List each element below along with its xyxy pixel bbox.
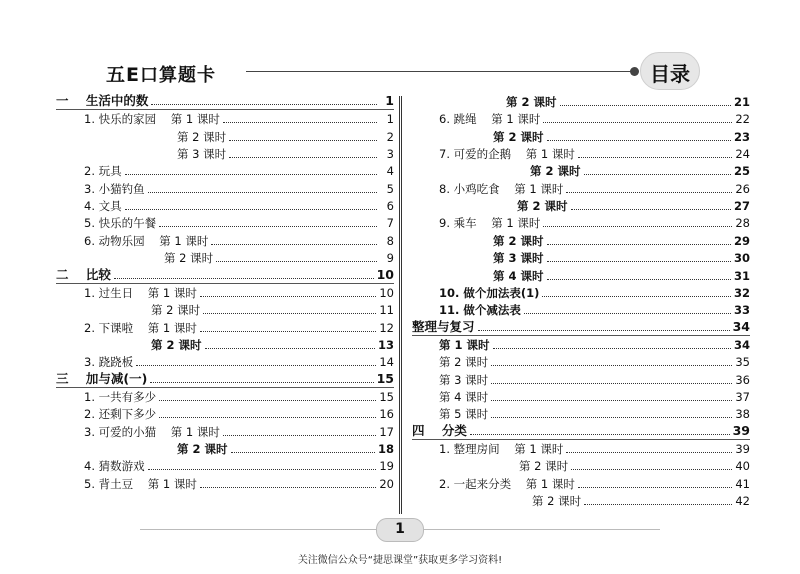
- toc-entry-label: 4. 猜数游戏: [84, 459, 145, 474]
- toc-entry-row: [412, 457, 750, 474]
- toc-title: 目录: [650, 62, 690, 86]
- dot-leader: [200, 487, 376, 488]
- toc-page-number: 25: [733, 164, 750, 179]
- toc-entry-label: 第 2 课时: [530, 164, 581, 179]
- toc-entry-label: 二 比较: [56, 266, 111, 282]
- toc-page-number: 10: [379, 285, 394, 300]
- dot-leader: [547, 244, 731, 245]
- dot-leader: [542, 296, 731, 297]
- toc-page-number: 31: [733, 268, 750, 283]
- toc-page-number: 21: [733, 95, 750, 109]
- toc-entry-row: [412, 93, 750, 110]
- toc-entry-row: [412, 110, 750, 127]
- toc-entry-label: 第 2 课时: [517, 199, 568, 214]
- toc-entry-label: 8. 小鸡吃食 第 1 课时: [439, 181, 564, 196]
- dot-leader: [566, 192, 732, 193]
- toc-page-number: 29: [733, 233, 750, 248]
- toc-entry-row: [412, 284, 750, 301]
- dot-leader: [584, 504, 732, 505]
- footer-note: 关注微信公众号“捷思课堂”获取更多学习资料!: [297, 555, 503, 566]
- toc-entry-label: 第 2 课时: [151, 303, 201, 318]
- toc-entry-row: [56, 336, 394, 353]
- dot-leader: [547, 140, 731, 141]
- dot-leader: [543, 122, 732, 123]
- dot-leader: [571, 469, 732, 470]
- toc-unit-row: [56, 371, 394, 388]
- toc-entry-row: [56, 145, 394, 162]
- toc-entry-label: 整理与复习: [412, 318, 475, 334]
- toc-entry-row: [56, 128, 394, 145]
- toc-entry-label: 第 4 课时: [439, 389, 489, 404]
- dot-leader: [114, 278, 374, 279]
- toc-entry-label: 7. 可爱的企鹅 第 1 课时: [439, 147, 575, 162]
- toc-entry-label: 第 2 课时: [177, 442, 228, 456]
- toc-entry-label: 三 加与减(一): [56, 370, 148, 386]
- dot-leader: [125, 174, 377, 175]
- dot-leader: [524, 313, 731, 314]
- toc-entry-row: [56, 301, 394, 318]
- toc-entry-label: 第 5 课时: [439, 407, 489, 422]
- toc-entry-label: 第 2 课时: [519, 459, 569, 474]
- toc-entry-label: 1. 快乐的家园 第 1 课时: [84, 112, 220, 127]
- dot-leader: [159, 226, 377, 227]
- toc-entry-row: [56, 162, 394, 179]
- toc-page-number: 42: [735, 494, 750, 509]
- toc-page-number: 7: [386, 216, 394, 231]
- toc-page-number: 33: [733, 303, 750, 318]
- toc-entry-row: [412, 197, 750, 214]
- toc-entry-label: 第 2 课时: [151, 337, 202, 352]
- toc-page-number: 22: [735, 112, 750, 127]
- toc-entry-row: [412, 440, 750, 457]
- toc-entry-row: [56, 319, 394, 336]
- toc-page-number: 12: [379, 320, 394, 335]
- toc-entry-label: 第 3 课时: [493, 251, 544, 266]
- toc-entry-label: 第 3 课时: [177, 147, 227, 162]
- page-number: 1: [395, 521, 405, 537]
- toc-page-number: 38: [735, 407, 750, 422]
- toc-entry-label: 第 2 课时: [164, 251, 214, 266]
- dot-leader: [584, 174, 731, 175]
- toc-entry-row: [412, 336, 750, 353]
- toc-page-number: 34: [732, 318, 750, 334]
- toc-entry-row: [412, 405, 750, 422]
- toc-entry-row: [56, 180, 394, 197]
- dot-leader: [571, 209, 731, 210]
- toc-page-number: 30: [733, 251, 750, 266]
- toc-page-number: 26: [735, 181, 750, 196]
- toc-entry-label: 第 1 课时: [439, 337, 490, 352]
- dot-leader: [203, 313, 376, 314]
- toc-page-number: 1: [386, 112, 394, 127]
- toc-entry-row: [412, 353, 750, 370]
- toc-entry-row: [56, 457, 394, 474]
- dot-leader: [578, 487, 732, 488]
- dot-leader: [216, 261, 377, 262]
- toc-entry-label: 第 2 课时: [493, 233, 544, 248]
- dot-leader: [491, 417, 732, 418]
- toc-unit-row: [56, 93, 394, 110]
- toc-page-number: 5: [386, 181, 394, 196]
- toc-entry-label: 1. 一共有多少: [84, 389, 157, 404]
- toc-page-number: 2: [386, 129, 394, 144]
- dot-leader: [491, 365, 732, 366]
- toc-page-number: 4: [386, 164, 394, 179]
- toc-entry-row: [56, 284, 394, 301]
- toc-entry-row: [56, 423, 394, 440]
- toc-page-number: 6: [386, 199, 394, 214]
- toc-entry-label: 11. 做个减法表: [439, 303, 521, 318]
- dot-leader: [148, 192, 377, 193]
- toc-page-number: 10: [376, 266, 394, 282]
- dot-leader: [136, 365, 376, 366]
- toc-entry-label: 第 2 课时: [439, 355, 489, 370]
- dot-leader: [205, 348, 375, 349]
- dot-leader: [223, 435, 376, 436]
- dot-leader: [150, 382, 373, 383]
- toc-entry-label: 第 2 课时: [493, 129, 544, 144]
- page-number-badge: [376, 518, 424, 542]
- toc-entry-row: [412, 301, 750, 318]
- toc-page-number: 34: [733, 337, 750, 352]
- toc-entry-row: [56, 405, 394, 422]
- toc-entry-row: [412, 267, 750, 284]
- toc-entry-row: [56, 110, 394, 127]
- toc-entry-label: 第 2 课时: [532, 494, 582, 509]
- toc-page-number: 27: [733, 199, 750, 214]
- toc-entry-row: [412, 180, 750, 197]
- toc-unit-row: [56, 267, 394, 284]
- toc-page-number: 13: [377, 337, 394, 352]
- dot-leader: [493, 348, 731, 349]
- toc-page-number: 14: [379, 355, 394, 370]
- toc-page-number: 17: [379, 424, 394, 439]
- book-brand: [106, 60, 216, 87]
- dot-leader: [470, 434, 730, 435]
- toc-entry-label: 第 3 课时: [439, 372, 489, 387]
- dot-leader: [578, 157, 732, 158]
- brand-part-1: 五: [106, 64, 127, 86]
- dot-leader: [491, 400, 732, 401]
- toc-entry-row: [56, 353, 394, 370]
- toc-entry-row: [412, 249, 750, 266]
- dot-leader: [148, 469, 377, 470]
- dot-leader: [211, 244, 377, 245]
- toc-entry-row: [412, 214, 750, 231]
- toc-entry-row: [412, 371, 750, 388]
- toc-entry-label: 第 4 课时: [493, 268, 544, 283]
- column-divider: [399, 96, 402, 514]
- toc-entry-row: [412, 232, 750, 249]
- dot-leader: [159, 417, 376, 418]
- toc-entry-label: 2. 还剩下多少: [84, 407, 157, 422]
- toc-entry-label: 5. 快乐的午餐: [84, 216, 157, 231]
- toc-entry-label: 6. 跳绳 第 1 课时: [439, 112, 541, 127]
- toc-page-number: 24: [735, 147, 750, 162]
- dot-leader: [543, 226, 732, 227]
- toc-entry-label: 3. 可爱的小猫 第 1 课时: [84, 424, 220, 439]
- toc-unit-row: [412, 319, 750, 336]
- dot-leader: [478, 330, 730, 331]
- toc-entry-row: [56, 232, 394, 249]
- toc-entry-label: 4. 文具: [84, 199, 122, 214]
- toc-page-number: 19: [379, 459, 394, 474]
- toc-page-number: 39: [735, 442, 750, 456]
- toc-entry-label: 6. 动物乐园 第 1 课时: [84, 233, 209, 248]
- toc-entry-label: 2. 一起来分类 第 1 课时: [439, 476, 575, 491]
- toc-entry-row: [412, 128, 750, 145]
- toc-entry-row: [412, 492, 750, 509]
- toc-page-number: 18: [377, 442, 394, 456]
- brand-part-3: 口算题卡: [140, 65, 216, 86]
- toc-entry-row: [412, 475, 750, 492]
- toc-entry-label: 3. 小猫钓鱼: [84, 181, 145, 196]
- toc-entry-label: 第 2 课时: [506, 95, 557, 109]
- toc-page-number: 40: [735, 459, 750, 474]
- toc-entry-label: 1. 过生日 第 1 课时: [84, 285, 197, 300]
- dot-leader: [231, 452, 375, 453]
- toc-page-number: 3: [386, 147, 394, 162]
- dot-leader: [547, 261, 731, 262]
- dot-leader: [491, 383, 732, 384]
- page-header: [0, 0, 800, 92]
- dot-leader: [200, 331, 376, 332]
- toc-entry-label: 第 2 课时: [177, 129, 227, 144]
- brand-part-2: E: [126, 64, 140, 86]
- toc-entry-label: 9. 乘车 第 1 课时: [439, 216, 541, 231]
- dot-leader: [125, 209, 377, 210]
- toc-entry-row: [56, 475, 394, 492]
- toc-entry-label: 5. 背土豆 第 1 课时: [84, 476, 197, 491]
- dot-leader: [560, 105, 731, 106]
- toc-page-number: 36: [735, 372, 750, 387]
- toc-page-number: 16: [379, 407, 394, 422]
- toc-page-number: 8: [386, 233, 394, 248]
- toc-page-number: 37: [735, 389, 750, 404]
- toc-page-number: 11: [379, 303, 394, 318]
- toc-unit-row: [412, 423, 750, 440]
- toc-entry-row: [56, 197, 394, 214]
- toc-page-number: 35: [735, 355, 750, 370]
- dot-leader: [229, 140, 377, 141]
- toc-page-number: 20: [379, 476, 394, 491]
- toc-page-number: 32: [733, 285, 750, 300]
- toc-entry-label: 3. 跷跷板: [84, 355, 134, 370]
- toc-page-number: 15: [379, 389, 394, 404]
- toc-entry-row: [412, 388, 750, 405]
- toc-title-badge: [640, 52, 700, 90]
- toc-page-number: 15: [376, 370, 394, 386]
- dot-leader: [229, 157, 377, 158]
- toc-entry-row: [56, 440, 394, 457]
- toc-entry-row: [412, 162, 750, 179]
- dot-leader: [223, 122, 377, 123]
- toc-page-number: 9: [386, 251, 394, 266]
- toc-entry-label: 10. 做个加法表(1): [439, 285, 540, 300]
- dot-leader: [151, 104, 377, 105]
- header-dot: [630, 67, 639, 76]
- header-rule: [246, 71, 632, 72]
- toc-entry-row: [56, 249, 394, 266]
- toc-page-number: 41: [735, 476, 750, 491]
- toc-entry-label: 一 生活中的数: [56, 93, 149, 108]
- toc-entry-label: 2. 下课啦 第 1 课时: [84, 320, 197, 335]
- toc-page-number: 28: [735, 216, 750, 231]
- toc-page-number: 39: [732, 422, 750, 438]
- toc-entry-label: 四 分类: [412, 422, 467, 438]
- dot-leader: [566, 452, 732, 453]
- toc-page-number: 1: [385, 93, 394, 108]
- toc-entry-label: 1. 整理房间 第 1 课时: [439, 442, 564, 456]
- toc-entry-label: 2. 玩具: [84, 164, 122, 179]
- dot-leader: [547, 279, 731, 280]
- dot-leader: [200, 296, 376, 297]
- toc-entry-row: [56, 214, 394, 231]
- toc-entry-row: [56, 388, 394, 405]
- dot-leader: [159, 400, 376, 401]
- toc-page-number: 23: [733, 129, 750, 144]
- toc-entry-row: [412, 145, 750, 162]
